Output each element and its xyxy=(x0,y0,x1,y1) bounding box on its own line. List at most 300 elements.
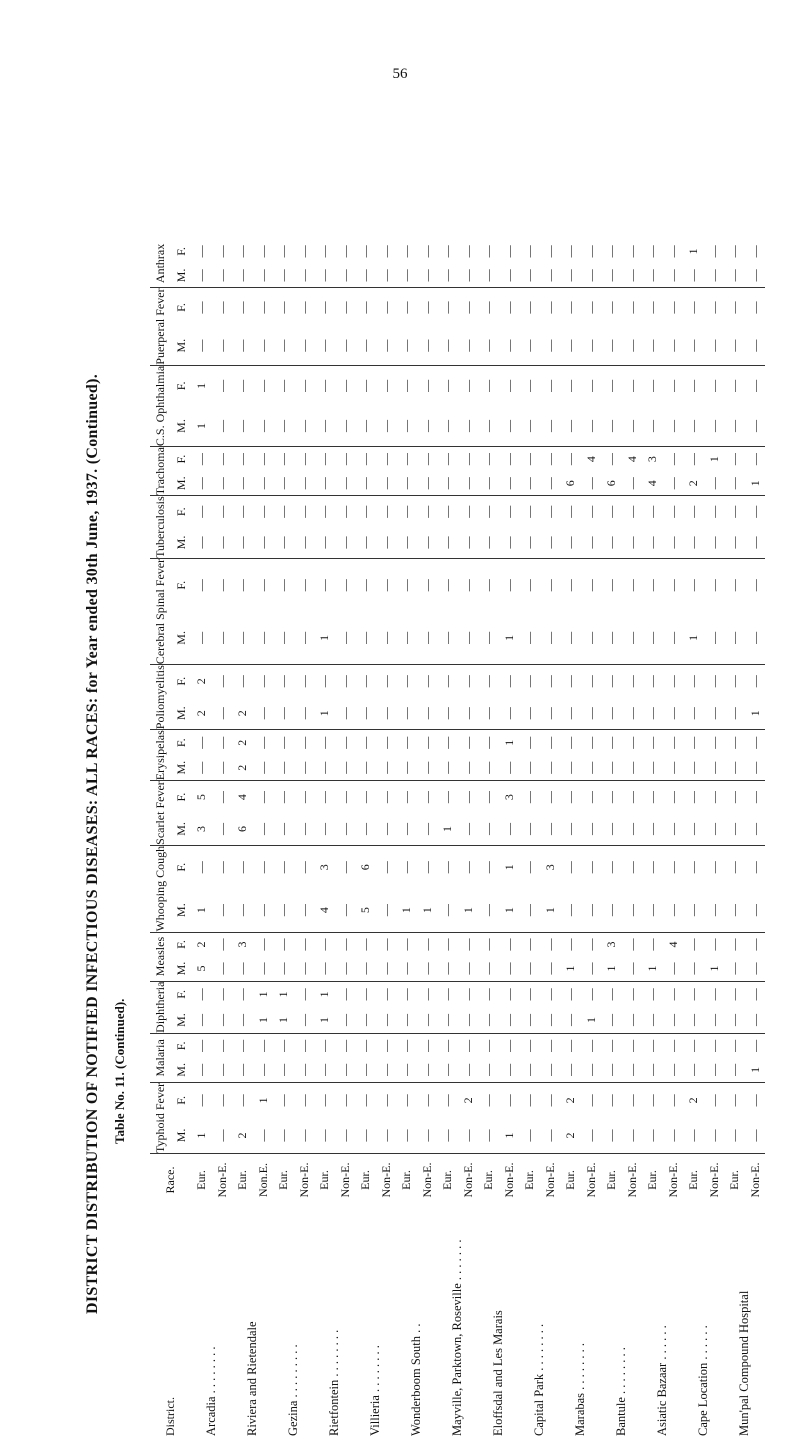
count-cell: — xyxy=(686,453,700,466)
count-cell: — xyxy=(273,471,294,496)
count-cell: — xyxy=(276,505,290,518)
count-cell: — xyxy=(624,988,639,1001)
count-cell: — xyxy=(522,301,536,314)
count-cell: — xyxy=(194,505,208,518)
count-cell: — xyxy=(519,755,540,781)
count-cell: 1 xyxy=(499,1118,520,1154)
count-cell: — xyxy=(501,453,516,466)
count-cell: — xyxy=(419,861,434,874)
count-cell: — xyxy=(458,263,479,288)
count-cell: — xyxy=(314,527,335,558)
count-cell: — xyxy=(540,1058,561,1083)
count-cell: — xyxy=(399,861,413,874)
count-cell: — xyxy=(563,453,577,466)
count-cell: — xyxy=(665,1039,680,1052)
count-cell: — xyxy=(683,406,704,447)
count-cell: — xyxy=(745,263,766,288)
count-cell: — xyxy=(501,579,516,592)
count-cell: — xyxy=(665,791,680,804)
count-cell: — xyxy=(624,505,639,518)
count-cell: — xyxy=(499,406,520,447)
count-cell: — xyxy=(194,453,208,466)
count-cell: 2 xyxy=(460,1097,475,1104)
count-cell: — xyxy=(542,1039,557,1052)
count-cell: — xyxy=(706,861,721,874)
count-cell: — xyxy=(337,988,352,1001)
count-cell: — xyxy=(501,938,516,951)
count-cell: — xyxy=(417,755,438,781)
header-disease: Poliomyelitis xyxy=(150,665,171,730)
count-cell: — xyxy=(296,861,311,874)
count-cell: — xyxy=(212,1058,233,1083)
district-name: Marabas . . . . . . . . xyxy=(573,1342,588,1436)
count-cell: — xyxy=(622,327,643,366)
table-row xyxy=(191,239,212,1440)
count-cell: — xyxy=(724,327,745,366)
count-cell: — xyxy=(642,406,663,447)
count-cell: — xyxy=(519,1058,540,1083)
count-cell: — xyxy=(704,1058,725,1083)
count-cell: — xyxy=(335,1007,356,1033)
count-cell: — xyxy=(460,579,475,592)
count-cell: 3 xyxy=(501,794,516,801)
count-cell: — xyxy=(560,813,581,845)
count-cell: — xyxy=(255,861,270,874)
count-cell: — xyxy=(601,406,622,447)
count-cell: — xyxy=(642,889,663,932)
count-cell: — xyxy=(253,527,274,558)
count-cell: — xyxy=(645,1094,659,1107)
count-cell: — xyxy=(317,245,331,258)
count-cell: — xyxy=(560,527,581,558)
count-cell: — xyxy=(355,813,376,845)
district-name: Gezina . . . . . . . . . xyxy=(286,1344,301,1436)
count-cell: — xyxy=(273,1058,294,1083)
count-cell: — xyxy=(706,988,721,1001)
count-cell: — xyxy=(276,861,290,874)
count-cell: 1 xyxy=(745,697,766,730)
count-cell: — xyxy=(686,579,700,592)
district-name: Arcadia . . . . . . . . xyxy=(204,1346,219,1436)
count-cell: — xyxy=(622,263,643,288)
count-cell: — xyxy=(294,612,315,665)
count-cell: — xyxy=(727,988,741,1001)
count-cell: — xyxy=(747,675,762,688)
count-cell: — xyxy=(296,505,311,518)
count-cell: — xyxy=(294,755,315,781)
count-cell: 4 xyxy=(624,456,639,463)
count-cell: — xyxy=(604,579,618,592)
count-cell: — xyxy=(704,406,725,447)
count-cell: — xyxy=(417,471,438,496)
count-cell: — xyxy=(706,505,721,518)
count-cell: — xyxy=(458,697,479,730)
count-cell: — xyxy=(706,579,721,592)
count-cell: — xyxy=(724,697,745,730)
count-cell: — xyxy=(419,736,434,749)
count-cell: — xyxy=(542,245,557,258)
count-cell: — xyxy=(724,612,745,665)
count-cell: 1 xyxy=(501,864,516,871)
count-cell: — xyxy=(314,406,335,447)
count-cell: — xyxy=(276,791,290,804)
count-cell: — xyxy=(437,697,458,730)
header-sex: M. xyxy=(171,263,192,288)
count-cell: — xyxy=(478,327,499,366)
count-cell: — xyxy=(212,406,233,447)
count-cell: — xyxy=(294,1118,315,1154)
count-cell: — xyxy=(294,1007,315,1033)
count-cell: — xyxy=(255,938,270,951)
race-cell: Eur. xyxy=(235,1170,249,1190)
count-cell: — xyxy=(604,791,618,804)
count-cell: 2 xyxy=(194,678,208,685)
count-cell: 1 xyxy=(194,382,208,389)
count-cell: — xyxy=(604,1039,618,1052)
count-cell: — xyxy=(622,527,643,558)
count-cell: — xyxy=(232,889,253,932)
count-cell: — xyxy=(317,1039,331,1052)
count-cell: 1 xyxy=(745,471,766,496)
count-cell: — xyxy=(540,697,561,730)
count-cell: — xyxy=(704,327,725,366)
count-cell: — xyxy=(358,736,372,749)
count-cell: — xyxy=(563,988,577,1001)
count-cell: — xyxy=(235,579,249,592)
count-cell: — xyxy=(378,861,393,874)
count-cell: — xyxy=(663,263,684,288)
count-cell: — xyxy=(501,301,516,314)
count-cell: — xyxy=(706,245,721,258)
count-cell: — xyxy=(624,301,639,314)
header-sex: M. xyxy=(171,1007,192,1033)
header-sex: F. xyxy=(173,862,188,872)
count-cell: — xyxy=(724,755,745,781)
count-cell: — xyxy=(214,245,229,258)
count-cell: — xyxy=(683,957,704,982)
count-cell: — xyxy=(378,505,393,518)
count-cell: — xyxy=(622,957,643,982)
count-cell: — xyxy=(396,1058,417,1083)
count-cell: — xyxy=(481,1039,495,1052)
count-cell: — xyxy=(604,1094,618,1107)
header-district: District. xyxy=(163,1397,178,1436)
header-sex: M. xyxy=(171,327,192,366)
count-cell: — xyxy=(460,736,475,749)
count-cell: — xyxy=(376,1118,397,1154)
count-cell: — xyxy=(522,675,536,688)
count-cell: — xyxy=(417,697,438,730)
count-cell: — xyxy=(622,813,643,845)
disease-distribution-table xyxy=(150,239,765,1440)
count-cell: — xyxy=(663,957,684,982)
count-cell: — xyxy=(191,1058,212,1083)
count-cell: — xyxy=(399,736,413,749)
race-cell: Eur. xyxy=(194,1170,208,1190)
count-cell: — xyxy=(540,957,561,982)
count-cell: — xyxy=(478,1118,499,1154)
count-cell: — xyxy=(604,675,618,688)
count-cell: — xyxy=(194,245,208,258)
count-cell: 6 xyxy=(232,813,253,845)
count-cell: — xyxy=(358,245,372,258)
count-cell: — xyxy=(440,988,454,1001)
count-cell: — xyxy=(255,453,270,466)
count-cell: — xyxy=(355,612,376,665)
count-cell: — xyxy=(419,301,434,314)
count-cell: — xyxy=(212,813,233,845)
table-row xyxy=(683,239,704,1440)
count-cell: — xyxy=(481,938,495,951)
count-cell: — xyxy=(481,861,495,874)
count-cell: — xyxy=(745,889,766,932)
count-cell: — xyxy=(747,245,762,258)
count-cell: — xyxy=(642,755,663,781)
count-cell: — xyxy=(745,755,766,781)
count-cell: 4 xyxy=(583,456,598,463)
count-cell: — xyxy=(417,1007,438,1033)
count-cell: — xyxy=(540,471,561,496)
header-disease: C.S. Ophthalmia xyxy=(150,365,171,446)
count-cell: — xyxy=(481,245,495,258)
count-cell: — xyxy=(214,1039,229,1052)
page-number: 56 xyxy=(392,66,408,82)
count-cell: — xyxy=(314,471,335,496)
count-cell: — xyxy=(522,505,536,518)
count-cell: — xyxy=(665,675,680,688)
count-cell: — xyxy=(335,471,356,496)
count-cell: 1 xyxy=(314,697,335,730)
count-cell: — xyxy=(645,861,659,874)
count-cell: — xyxy=(519,612,540,665)
count-cell: — xyxy=(747,861,762,874)
count-cell: — xyxy=(727,1039,741,1052)
count-cell: — xyxy=(194,861,208,874)
count-cell: 1 xyxy=(642,957,663,982)
count-cell: — xyxy=(481,791,495,804)
count-cell: — xyxy=(563,861,577,874)
count-cell: — xyxy=(581,889,602,932)
count-cell: — xyxy=(624,1039,639,1052)
count-cell: — xyxy=(519,406,540,447)
count-cell: — xyxy=(419,675,434,688)
count-cell: — xyxy=(542,579,557,592)
count-cell: — xyxy=(683,327,704,366)
count-cell: — xyxy=(232,1007,253,1033)
count-cell: — xyxy=(214,579,229,592)
count-cell: — xyxy=(253,813,274,845)
count-cell: — xyxy=(232,471,253,496)
count-cell: — xyxy=(501,379,516,392)
count-cell: 1 xyxy=(273,1007,294,1033)
count-cell: — xyxy=(724,1118,745,1154)
header-sex: F. xyxy=(173,1041,188,1051)
count-cell: — xyxy=(376,263,397,288)
count-cell: — xyxy=(458,1118,479,1154)
count-cell: 3 xyxy=(645,456,659,463)
count-cell: 2 xyxy=(560,1118,581,1154)
count-cell: — xyxy=(645,938,659,951)
count-cell: — xyxy=(273,1118,294,1154)
count-cell: — xyxy=(440,791,454,804)
race-cell: Eur. xyxy=(481,1170,495,1190)
count-cell: — xyxy=(583,505,598,518)
count-cell: — xyxy=(276,675,290,688)
count-cell: — xyxy=(419,505,434,518)
count-cell: — xyxy=(296,791,311,804)
count-cell: — xyxy=(540,755,561,781)
count-cell: — xyxy=(355,263,376,288)
count-cell: — xyxy=(624,791,639,804)
count-cell: — xyxy=(665,1094,680,1107)
count-cell: — xyxy=(706,1094,721,1107)
count-cell: — xyxy=(665,736,680,749)
count-cell: — xyxy=(317,736,331,749)
count-cell: — xyxy=(191,327,212,366)
count-cell: — xyxy=(458,755,479,781)
count-cell: — xyxy=(417,527,438,558)
count-cell: — xyxy=(232,527,253,558)
district-name: Cape Location . . . . . . xyxy=(696,1325,711,1436)
count-cell: — xyxy=(214,736,229,749)
count-cell: — xyxy=(519,327,540,366)
count-cell: — xyxy=(358,988,372,1001)
count-cell: — xyxy=(704,1007,725,1033)
count-cell: — xyxy=(396,527,417,558)
count-cell: — xyxy=(706,1039,721,1052)
count-cell: — xyxy=(624,1094,639,1107)
count-cell: — xyxy=(396,813,417,845)
count-cell: — xyxy=(294,697,315,730)
count-cell: — xyxy=(337,861,352,874)
count-cell: 3 xyxy=(604,941,618,948)
count-cell: — xyxy=(724,263,745,288)
count-cell: — xyxy=(276,379,290,392)
count-cell: — xyxy=(563,301,577,314)
count-cell: — xyxy=(337,791,352,804)
count-cell: — xyxy=(440,301,454,314)
count-cell: — xyxy=(296,675,311,688)
count-cell: — xyxy=(665,301,680,314)
count-cell: — xyxy=(212,1118,233,1154)
count-cell: — xyxy=(581,755,602,781)
header-sex: F. xyxy=(173,303,188,312)
count-cell: — xyxy=(337,1039,352,1052)
count-cell: — xyxy=(296,301,311,314)
count-cell: — xyxy=(378,301,393,314)
count-cell: 1 xyxy=(396,889,417,932)
count-cell: — xyxy=(727,379,741,392)
count-cell: — xyxy=(724,889,745,932)
count-cell: — xyxy=(542,675,557,688)
count-cell: 2 xyxy=(232,697,253,730)
count-cell: — xyxy=(376,612,397,665)
table-row xyxy=(355,239,376,1440)
count-cell: — xyxy=(583,675,598,688)
header-sex: F. xyxy=(173,247,188,256)
count-cell: — xyxy=(396,612,417,665)
count-cell: — xyxy=(583,579,598,592)
count-cell: — xyxy=(583,1094,598,1107)
count-cell: — xyxy=(296,938,311,951)
count-cell: — xyxy=(581,697,602,730)
count-cell: — xyxy=(276,1094,290,1107)
count-cell: — xyxy=(563,379,577,392)
count-cell: — xyxy=(563,505,577,518)
header-race: Race. xyxy=(163,1166,178,1194)
count-cell: — xyxy=(214,861,229,874)
count-cell: — xyxy=(212,889,233,932)
table-subtitle-line: DISTRICT DISTRIBUTION OF NOTIFIED INFECTIOUS DISEASES: ALL RACES: for Year ended 30th June, 1937. (Continued). xyxy=(84,374,101,1314)
count-cell: — xyxy=(663,1058,684,1083)
count-cell: — xyxy=(604,379,618,392)
count-cell: — xyxy=(276,1039,290,1052)
count-cell: — xyxy=(645,675,659,688)
count-cell: — xyxy=(399,379,413,392)
count-cell: — xyxy=(645,988,659,1001)
count-cell: — xyxy=(542,301,557,314)
count-cell: — xyxy=(563,791,577,804)
count-cell: — xyxy=(194,579,208,592)
count-cell: — xyxy=(273,406,294,447)
count-cell: — xyxy=(437,957,458,982)
count-cell: — xyxy=(604,245,618,258)
count-cell: — xyxy=(704,263,725,288)
count-cell: — xyxy=(581,1058,602,1083)
count-cell: 1 xyxy=(540,889,561,932)
count-cell: — xyxy=(583,1039,598,1052)
count-cell: — xyxy=(460,301,475,314)
count-cell: — xyxy=(581,406,602,447)
count-cell: — xyxy=(458,327,479,366)
count-cell: — xyxy=(499,263,520,288)
count-cell: 1 xyxy=(499,612,520,665)
count-cell: — xyxy=(645,579,659,592)
count-cell: — xyxy=(642,1007,663,1033)
count-cell: — xyxy=(704,755,725,781)
count-cell: — xyxy=(440,736,454,749)
count-cell: — xyxy=(663,813,684,845)
count-cell: — xyxy=(440,1039,454,1052)
count-cell: 1 xyxy=(253,1007,274,1033)
header-sex: M. xyxy=(171,527,192,558)
race-cell: Non-E. xyxy=(624,1162,639,1198)
count-cell: — xyxy=(501,1039,516,1052)
header-sex: M. xyxy=(171,813,192,845)
count-cell: — xyxy=(706,736,721,749)
race-cell: Non-E. xyxy=(665,1162,680,1198)
count-cell: — xyxy=(560,327,581,366)
header-sex: M. xyxy=(171,1118,192,1154)
count-cell: — xyxy=(747,736,762,749)
count-cell: — xyxy=(378,453,393,466)
count-cell: — xyxy=(501,245,516,258)
count-cell: — xyxy=(583,301,598,314)
race-cell: Non-E. xyxy=(419,1162,434,1198)
count-cell: — xyxy=(376,957,397,982)
count-cell: — xyxy=(522,988,536,1001)
count-cell: — xyxy=(542,1094,557,1107)
count-cell: — xyxy=(522,1094,536,1107)
count-cell: — xyxy=(417,263,438,288)
count-cell: — xyxy=(232,327,253,366)
count-cell: — xyxy=(355,527,376,558)
header-sex: M. xyxy=(171,697,192,730)
count-cell: — xyxy=(376,527,397,558)
header-sex: M. xyxy=(171,406,192,447)
count-cell: — xyxy=(276,579,290,592)
count-cell: — xyxy=(419,579,434,592)
